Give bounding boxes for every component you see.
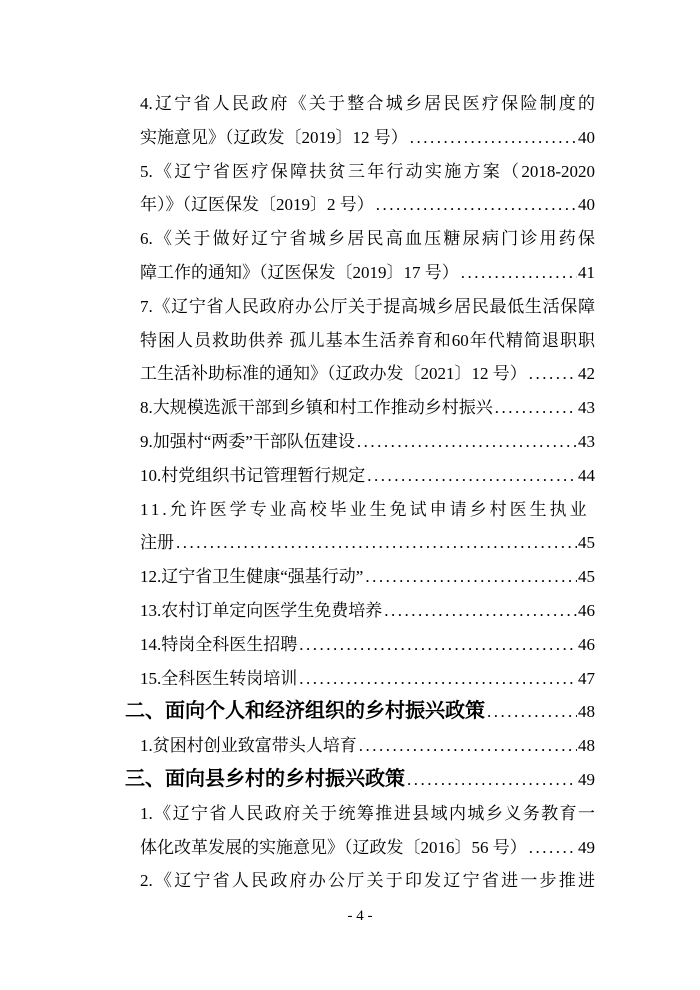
toc-page-number: 40 [578,195,595,215]
toc-page-number: 43 [578,398,595,418]
toc-entry-text: 4.辽宁省人民政府《关于整合城乡居民医疗保险制度的 [140,94,595,113]
toc-entry-line [125,662,595,696]
toc-page-number: 48 [578,736,595,756]
toc-entry-text: 15.全科医生转岗培训 [140,668,298,688]
dot-leader [487,695,577,729]
toc-entry-text: 三、面向县乡村的乡村振兴政策 [125,767,405,790]
toc-entry-text: 注册 [140,533,174,553]
toc-page-number: 45 [578,567,595,587]
toc-page-number: 47 [578,668,595,688]
toc-entry-line [125,526,595,560]
toc-page-number: 45 [578,533,595,553]
toc-section-heading [125,763,595,797]
toc-entry-line [125,290,595,324]
toc-entry-line [125,256,595,290]
toc-page-number: 49 [578,837,595,857]
toc-entry-text: 1.《辽宁省人民政府关于统筹推进县域内城乡义务教育一 [140,803,595,823]
dot-leader [176,526,577,560]
toc-entry-line [125,628,595,662]
toc-entry-text: 体化改革发展的实施意见》（辽政发〔2016〕56 号） [140,837,527,857]
toc-entry-text: 5.《辽宁省医疗保障扶贫三年行动实施方案（2018-2020 [140,161,595,181]
dot-leader [359,729,577,763]
page-footer [125,908,595,925]
dot-leader [410,121,577,155]
toc-entry-text: 年）》（辽医保发〔2019〕2 号） [140,195,374,215]
toc-entry-line [125,121,595,155]
toc-entry-line [125,459,595,493]
toc-entry-line [125,155,595,189]
toc-section-heading [125,695,595,729]
toc-entry-text: 14.特岗全科医生招聘 [140,634,298,654]
toc-entry-text: 工生活补助标准的通知》（辽政办发〔2021〕12 号） [140,364,527,384]
toc-entry-text: 9.加强村“两委”干部队伍建设 [140,431,355,451]
toc-entry-text: 13.农村订单定向医学生免费培养 [140,600,383,620]
toc-entry-line [125,493,595,527]
toc-entry-line [125,222,595,256]
toc-entry-line [125,560,595,594]
toc-entry-line [125,357,595,391]
dot-leader [384,594,577,628]
toc-entry-text: 6.《关于做好辽宁省城乡居民高血压糖尿病门诊用药保 [140,229,595,249]
toc-entry-text: 7.《辽宁省人民政府办公厅关于提高城乡居民最低生活保障 [140,296,595,316]
toc-page-number: 48 [578,702,595,722]
page-number-label: - 4 - [347,908,373,924]
toc-entry-text: 特困人员救助供养 孤儿基本生活养育和60年代精简退职职 [140,330,595,350]
table-of-contents [125,87,595,898]
toc-entry-text: 10.村党组织书记管理暂行规定 [140,465,366,485]
toc-entry-line [125,188,595,222]
toc-entry-line [125,324,595,358]
toc-entry-text: 2.《辽宁省人民政府办公厅关于印发辽宁省进一步推进 [140,871,595,891]
dot-leader [407,763,577,797]
toc-entry-line [125,594,595,628]
toc-page-number: 44 [578,465,595,485]
toc-page-number: 40 [578,127,595,147]
toc-page-number: 46 [578,600,595,620]
toc-entry-line [125,425,595,459]
toc-entry-text: 二、面向个人和经济组织的乡村振兴政策 [125,700,485,723]
dot-leader [376,188,577,222]
dot-leader [357,425,577,459]
toc-page-number: 49 [578,769,595,789]
toc-entry-line [125,797,595,831]
toc-entry-line [125,87,595,121]
toc-entry-text: 8.大规模选派干部到乡镇和村工作推动乡村振兴 [140,398,493,418]
toc-entry-text: 障工作的通知》（辽医保发〔2019〕17 号） [140,262,459,282]
toc-entry-text: 1.贫困村创业致富带头人培育 [140,736,357,756]
dot-leader [367,459,577,493]
toc-entry-text: 实施意见》（辽政发〔2019〕12 号） [140,127,408,147]
toc-entry-line [125,391,595,425]
toc-entry-line [125,831,595,865]
dot-leader [299,662,577,696]
dot-leader [529,357,577,391]
toc-page-number: 42 [578,364,595,384]
toc-page-number: 41 [578,262,595,282]
toc-entry-line [125,864,595,898]
toc-page-number: 46 [578,634,595,654]
dot-leader [529,831,577,865]
toc-entry-text: 12.辽宁省卫生健康“强基行动” [140,567,364,587]
dot-leader [365,560,577,594]
dot-leader [299,628,577,662]
toc-entry-text: 11.允许医学专业高校毕业生免试申请乡村医生执业 [140,499,590,519]
dot-leader [461,256,577,290]
toc-page-number: 43 [578,431,595,451]
toc-entry-line [125,729,595,763]
dot-leader [495,391,577,425]
